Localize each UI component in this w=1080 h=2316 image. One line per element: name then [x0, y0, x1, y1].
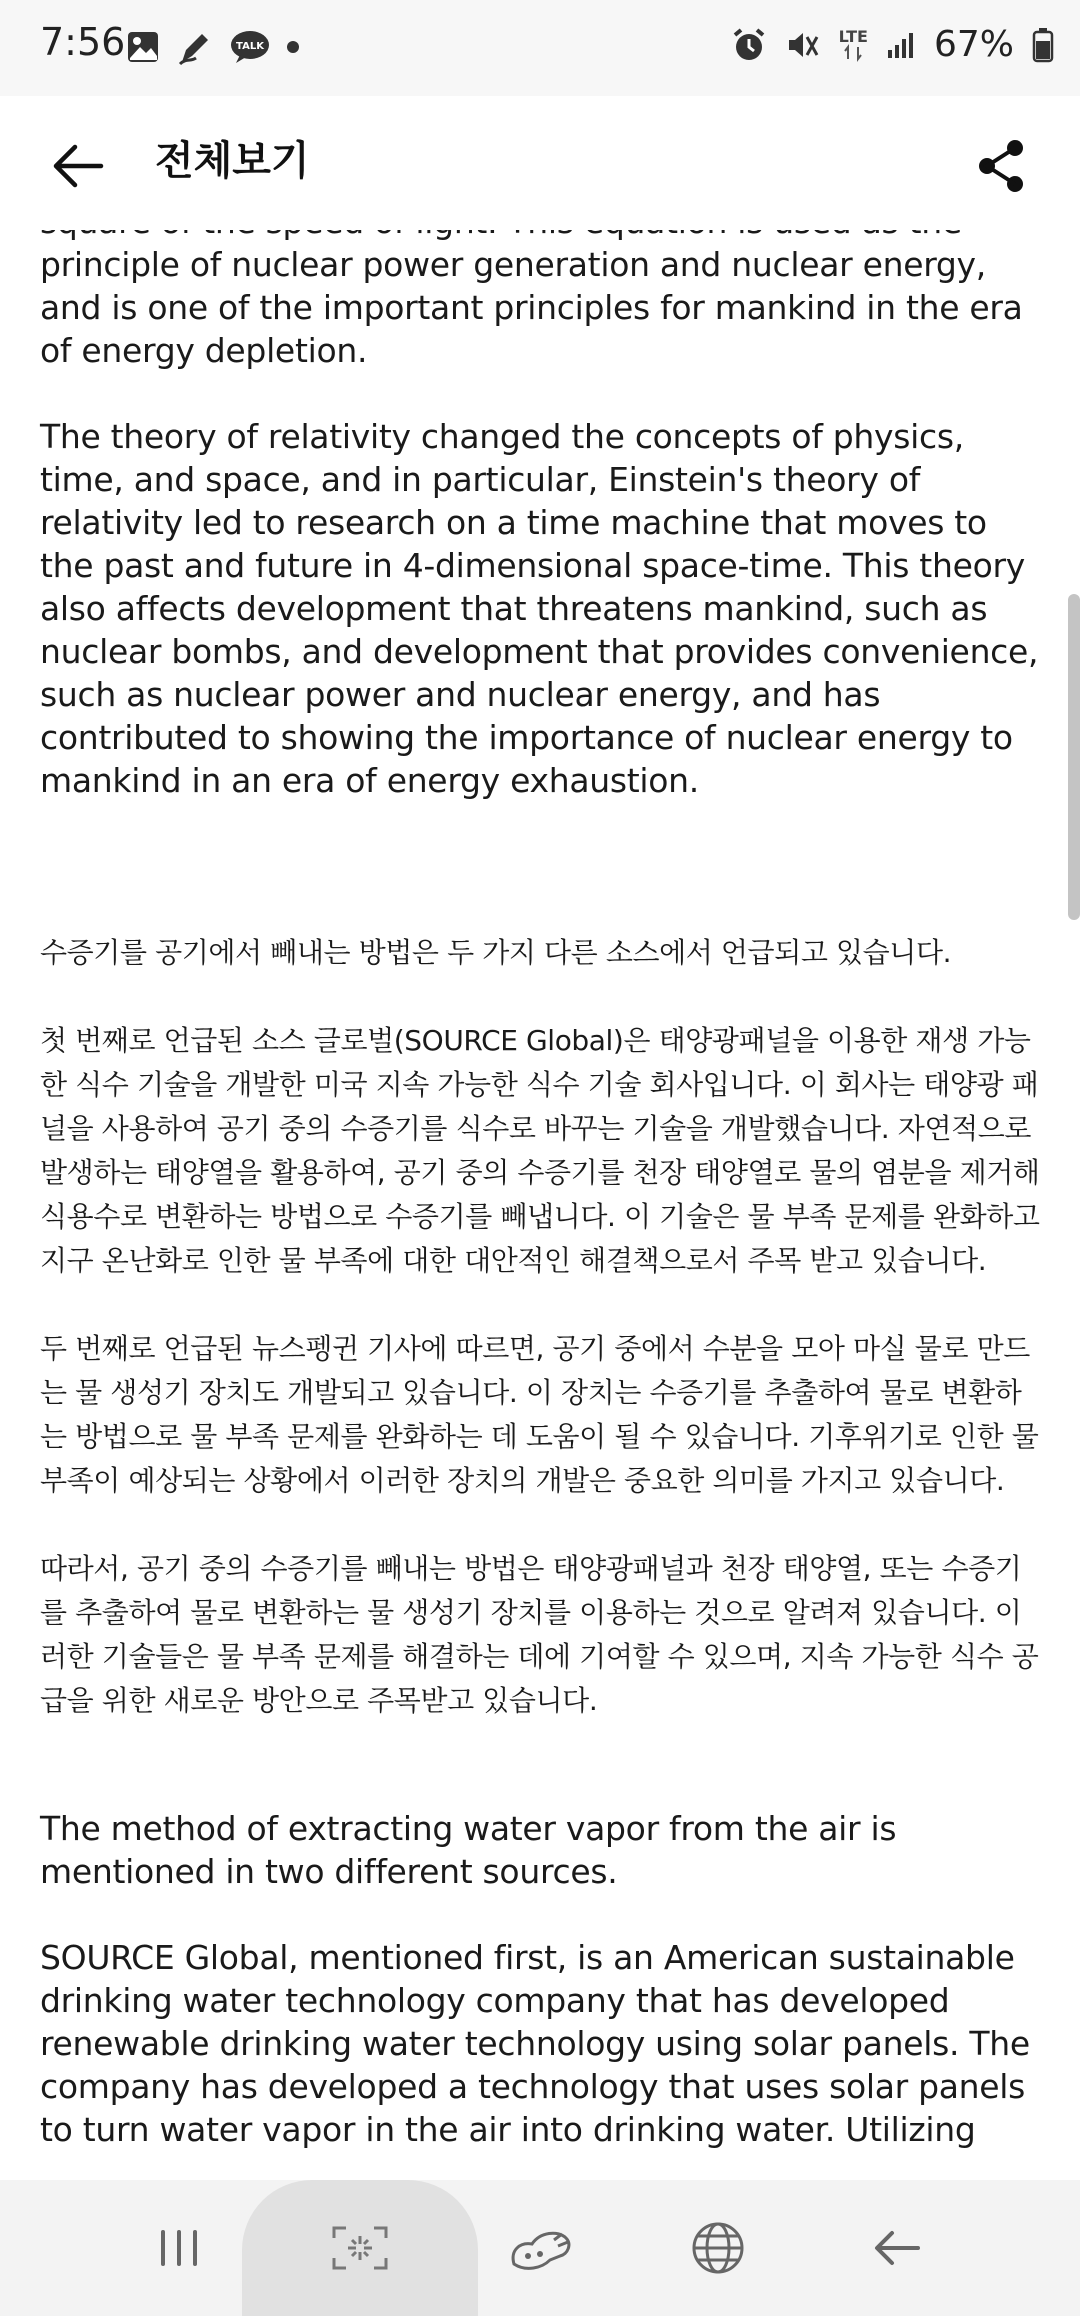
status-notification-icons [126, 28, 300, 66]
spacer [40, 1767, 1040, 1807]
share-icon [977, 139, 1027, 193]
dot-icon [286, 40, 300, 54]
assistant-button[interactable] [481, 2180, 601, 2316]
gallery-icon [126, 30, 160, 64]
capture-button[interactable] [300, 2180, 420, 2316]
paragraph: The method of extracting water vapor from the air is mentioned in two different sources. [40, 1809, 897, 1891]
arrow-left-icon [51, 142, 105, 190]
nav-back-button[interactable] [837, 2180, 957, 2316]
recent-apps-icon [157, 2228, 201, 2268]
lte-indicator [838, 26, 868, 61]
text-content [40, 200, 1040, 2194]
signal-icon [886, 30, 916, 60]
paragraph: 따라서, 공기 중의 수증기를 빼내는 방법은 태양광패널과 천장 태양열, 또는 수증기를 추출하여 물로 변환하는 물 생성기 장치를 이용하는 것으로 알려져 있습니다. 이러한 기술들은 물 부족 문제를 해결하는 데에 기여할 수 있으며, 지속 가능한 식수 공급을 위한 새로운 방안으로 주목받고 있습니다. [40, 1552, 1039, 1717]
battery-icon [1032, 27, 1054, 63]
back-button[interactable] [36, 124, 120, 208]
mute-icon [785, 27, 821, 63]
browser-button[interactable] [658, 2180, 778, 2316]
full-text-view[interactable] [0, 230, 1080, 2180]
status-system-icons [731, 24, 1054, 65]
globe-icon [691, 2221, 745, 2275]
assistant-icon [506, 2220, 576, 2276]
paragraph: 첫 번째로 언급된 소스 글로벌(SOURCE Global)은 태양광패널을 이용한 재생 가능한 식수 기술을 개발한 미국 지속 가능한 식수 기술 회사입니다. 이 회사는 태양광 패널을 사용하여 공기 중의 수증기를 식수로 바꾸는 기술을 개발했습니다. 자연적으로 발생하는 태양열을 활용하여, 공기 중의 수증기를 천장 태양열로 물의 염분을 제거해 식용수로 변환하는 방법으로 수증기를 빼냅니다. 이 기술은 물 부족 문제를 완화하고 지구 온난화로 인한 물 부족에 대한 대안적인 해결책으로서 주목 받고 있습니다. [40, 1024, 1040, 1277]
navigation-bar [0, 2180, 1080, 2316]
recent-apps-button[interactable] [119, 2180, 239, 2316]
scrollbar-thumb[interactable] [1068, 594, 1080, 920]
talk-label: TALK [236, 41, 264, 52]
pen-icon [176, 28, 214, 66]
capture-icon [332, 2226, 388, 2270]
paragraph: SOURCE Global, mentioned first, is an American sustainable drinking water technology company that has developed renewable drinking water technology using solar panels. The company has developed a technology that uses solar panels to turn water vapor in the air into drinking water. Utilizing [40, 1938, 1030, 2149]
app-bar [0, 96, 1080, 230]
alarm-icon [731, 27, 767, 63]
status-time: 7:56 [40, 20, 126, 64]
status-bar [0, 0, 1080, 96]
spacer [40, 845, 1040, 931]
paragraph: The theory of relativity changed the concepts of physics, time, and space, and in particular, Einstein's theory of relativity led to research on a time machine that moves to the past and future in 4-dimensional space-time. This theory also affects development that threatens mankind, such as nuclear bombs, and development that provides convenience, such as nuclear power and nuclear energy, and has contributed to showing the importance of nuclear energy to mankind in an era of energy exhaustion. [40, 417, 1039, 800]
paragraph: 두 번째로 언급된 뉴스펭귄 기사에 따르면, 공기 중에서 수분을 모아 마실 물로 만드는 물 생성기 장치도 개발되고 있습니다. 이 장치는 수증기를 추출하여 물로 변환하는 방법으로 물 부족 문제를 완화하는 데 도움이 될 수 있습니다. 기후위기로 인한 물 부족이 예상되는 상황에서 이러한 장치의 개발은 중요한 의미를 가지고 있습니다. [40, 1332, 1039, 1497]
back-icon [872, 2228, 922, 2268]
battery-percent: 67% [933, 24, 1014, 65]
data-arrows-icon [843, 45, 863, 61]
network-type: LTE [838, 26, 868, 46]
paragraph: principle of nuclear power generation and nuclear energy, and is one of the important principles for mankind in the era of energy depletion. [40, 245, 1023, 370]
page-title: 전체보기 [155, 138, 310, 184]
kakaotalk-icon [230, 29, 270, 65]
share-button[interactable] [960, 124, 1044, 208]
paragraph: 수증기를 공기에서 빼내는 방법은 두 가지 다른 소스에서 언급되고 있습니다. [40, 936, 952, 969]
